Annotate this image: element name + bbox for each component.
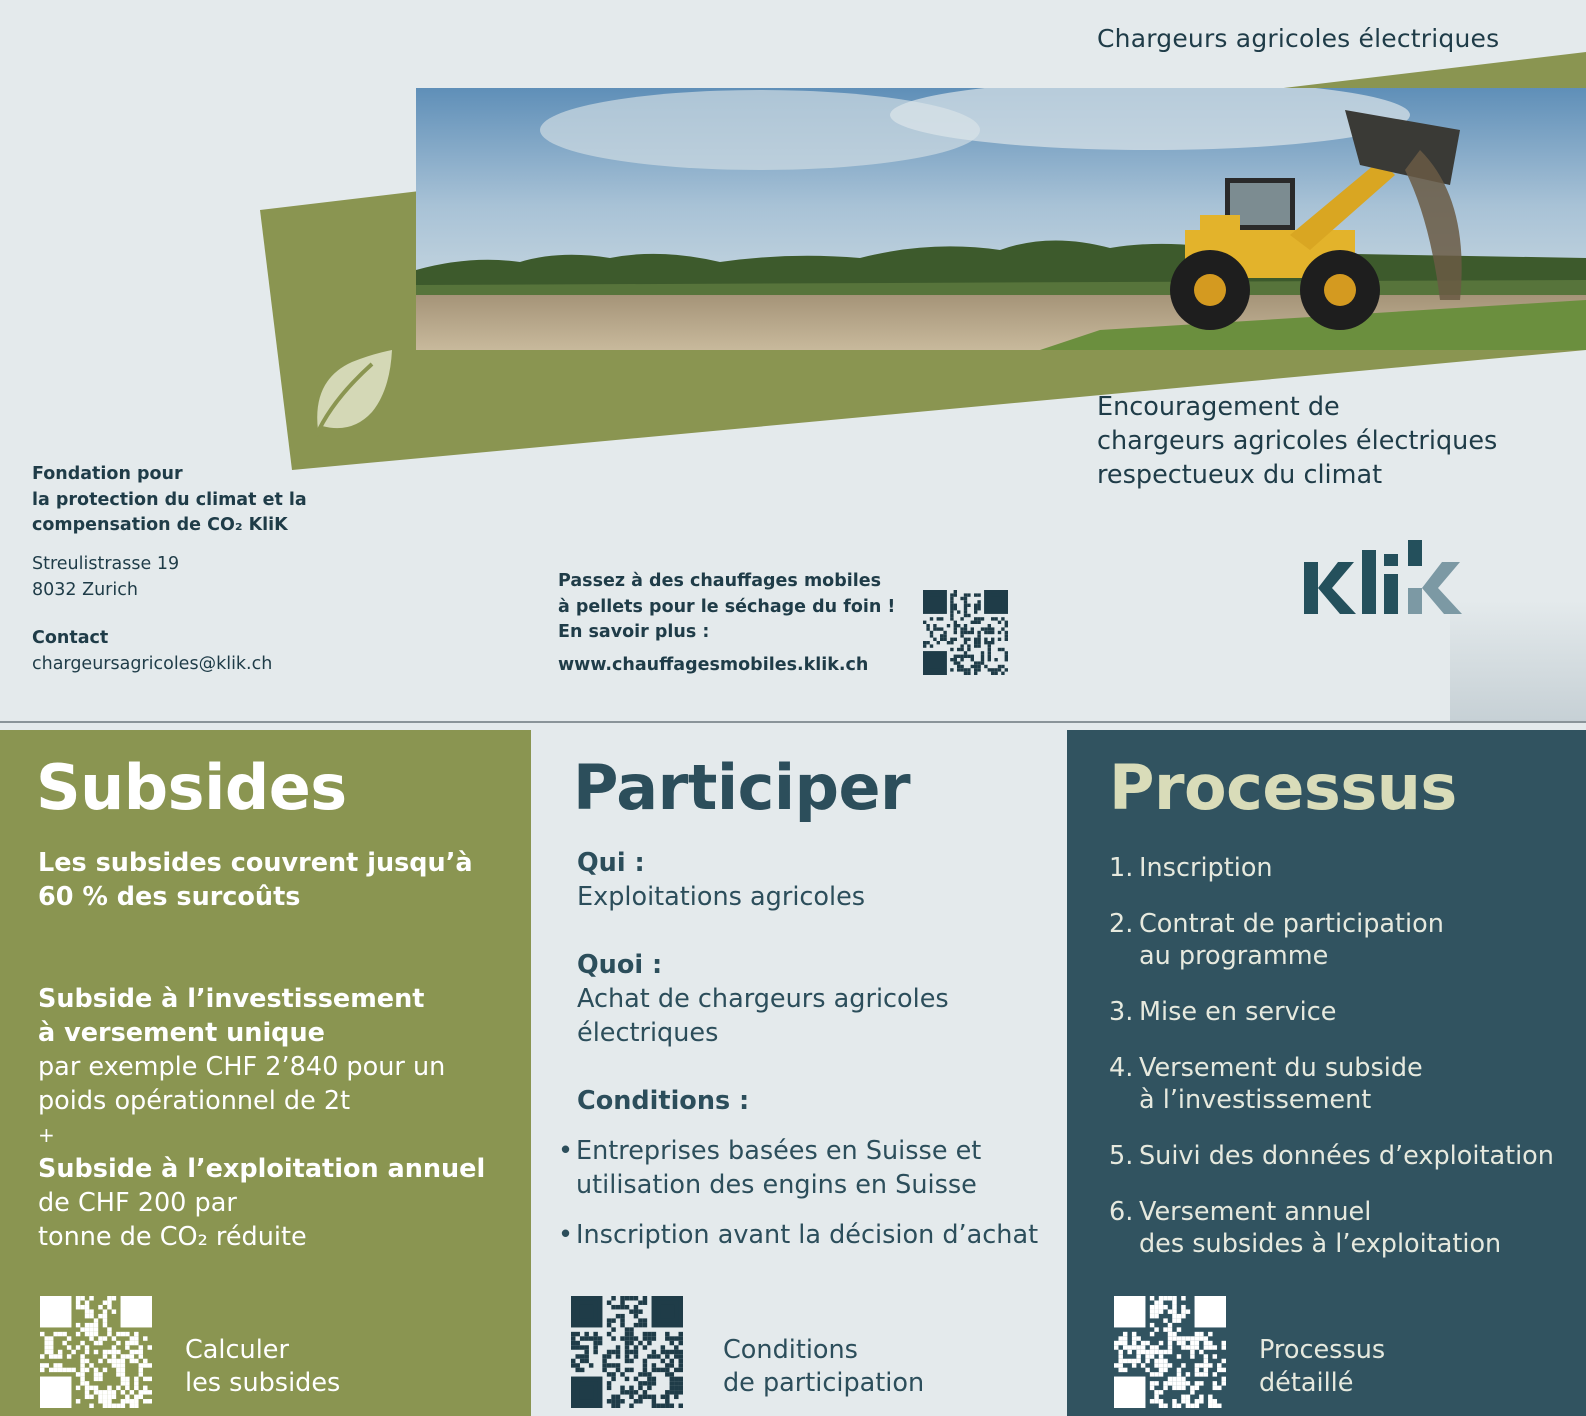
process-step: 5. Suivi des données d’exploitation	[1109, 1141, 1554, 1171]
list-item: • Entreprises basées en Suisse et utilisation des engins en Suisse	[558, 1136, 982, 1200]
process-step: 1. Inscription	[1109, 853, 1273, 883]
bullet-icon: •	[558, 1220, 574, 1250]
subsides-column	[0, 730, 531, 1416]
foundation-address: Streulistrasse 19 8032 Zurich	[32, 554, 180, 600]
klik-logo	[1304, 540, 1494, 620]
processus-column	[1067, 730, 1586, 1416]
subsides-title: Subsides	[36, 751, 347, 824]
contact-email-link[interactable]: chargeursagricoles@klik.ch	[32, 654, 273, 674]
contact-label: Contact	[32, 628, 109, 648]
qr-code-icon[interactable]	[40, 1296, 152, 1408]
promo-text: Passez à des chauffages mobiles à pellets pour le séchage du foin ! En savoir plus :	[558, 571, 896, 642]
what-section: Quoi : Achat de chargeurs agricoles électriques	[577, 950, 949, 1048]
detailed-process-link[interactable]: Processus détaillé	[1259, 1335, 1386, 1398]
process-step: 4. Versement du subside à l’investissement	[1109, 1053, 1423, 1115]
section-divider	[0, 721, 1586, 723]
process-steps	[1109, 852, 1579, 1284]
tractor-photo	[416, 80, 1586, 350]
bullet-icon: •	[558, 1136, 574, 1166]
participer-column	[531, 730, 1067, 1416]
list-item: • Inscription avant la décision d’achat	[558, 1220, 1039, 1250]
page-title: Chargeurs agricoles électriques	[1097, 24, 1500, 53]
investment-subsidy: Subside à l’investissement à versement unique par exemple CHF 2’840 pour un poids opérationnel de 2t + Subside à l’exploitation annuel de CHF 200 par tonne de CO₂ réduite	[38, 984, 486, 1252]
intro-text: Encouragement de chargeurs agricoles électriques respectueux du climat	[1097, 392, 1498, 490]
conditions-label: Conditions :	[577, 1086, 750, 1116]
process-step: 6. Versement annuel des subsides à l’exploitation	[1109, 1197, 1502, 1259]
process-step: 2. Contrat de participation au programme	[1109, 909, 1444, 971]
processus-title: Processus	[1109, 751, 1457, 824]
qr-code-icon[interactable]	[1114, 1296, 1226, 1408]
promo-url-link[interactable]: www.chauffagesmobiles.klik.ch	[558, 655, 869, 675]
calculate-subsidies-link[interactable]: Calculer les subsides	[185, 1335, 341, 1398]
participer-title: Participer	[573, 751, 911, 824]
foundation-name: Fondation pour la protection du climat et la compensation de CO₂ KliK	[32, 464, 307, 535]
process-step: 3. Mise en service	[1109, 997, 1337, 1027]
qr-code-icon[interactable]	[571, 1296, 683, 1408]
conditions-list	[558, 1134, 1048, 1268]
coverage-text: Les subsides couvrent jusqu’à 60 % des surcoûts	[38, 848, 473, 912]
qr-code-icon[interactable]	[923, 590, 1008, 675]
who-section: Qui : Exploitations agricoles	[577, 848, 866, 912]
participation-conditions-link[interactable]: Conditions de participation	[723, 1335, 925, 1398]
